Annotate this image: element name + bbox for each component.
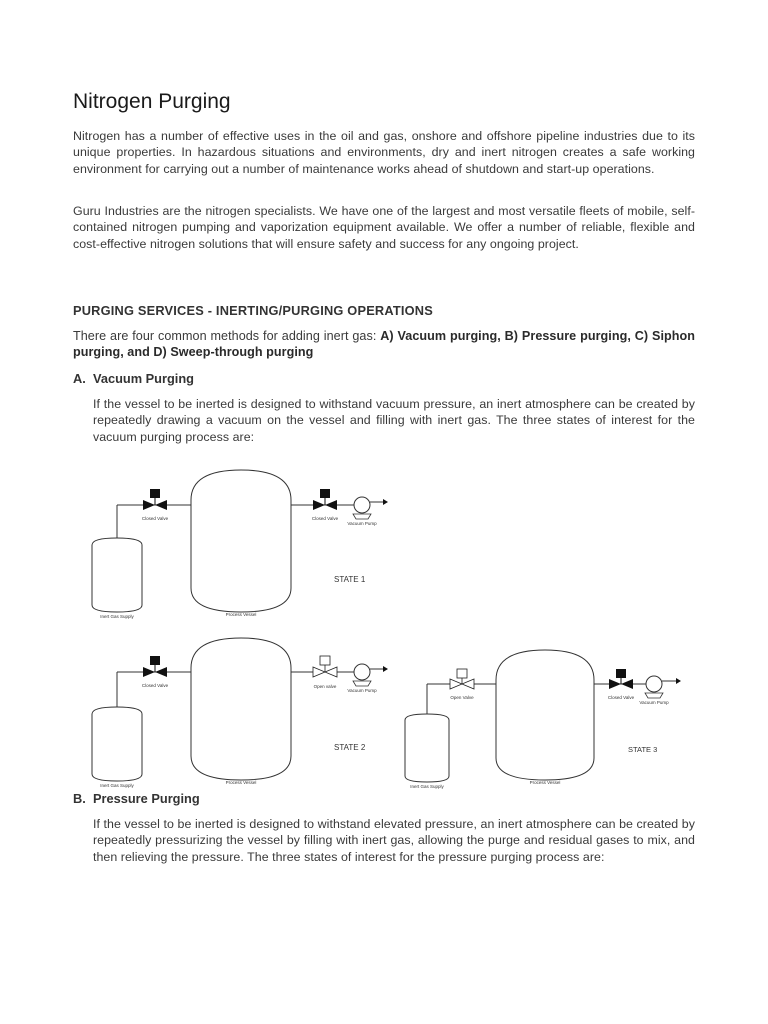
section-a-heading bbox=[73, 371, 373, 387]
section-a-title: Vacuum Purging bbox=[93, 371, 194, 386]
state3-valve-left-label: Open Valve bbox=[450, 695, 474, 700]
section-b-letter: B. bbox=[73, 791, 86, 806]
state1-valve-right-label: Closed Valve bbox=[311, 516, 339, 521]
state1-supply-label: Inert Gas Supply bbox=[100, 614, 134, 619]
methods-list: A) Vacuum purging, B) Pressure purging, C) Siphon purging, and D) Sweep-through purging bbox=[73, 329, 695, 360]
state2-valve-left-label: Closed Valve bbox=[141, 683, 169, 688]
state2-supply-label: Inert Gas Supply bbox=[100, 783, 134, 788]
intro-paragraph-2: Guru Industries are the nitrogen specialists. We have one of the largest and most versatile fleets of mobile, self-contained nitrogen pumping and vaporization equipment available. We offer a number of reliable, flexible and cost-effective nitrogen solutions that will ensure safety and success for any ongoing project. bbox=[73, 204, 695, 251]
process-vessel bbox=[496, 650, 594, 780]
state3-valve-right-label: Closed Valve bbox=[607, 695, 635, 700]
vacuum-pump-icon bbox=[353, 664, 388, 686]
state1-vessel-label: Process Vessel bbox=[225, 612, 257, 617]
methods-paragraph bbox=[73, 328, 695, 361]
vacuum-pump-icon bbox=[353, 497, 388, 519]
state1-pump-label: Vacuum Pump bbox=[347, 521, 377, 526]
state2-vessel-label: Process Vessel bbox=[225, 780, 257, 785]
section-a-letter: A. bbox=[73, 371, 86, 386]
closed-valve-icon bbox=[143, 489, 167, 510]
methods-intro: There are four common methods for adding inert gas: bbox=[73, 329, 381, 343]
state-3-diagram bbox=[405, 650, 681, 789]
services-heading: PURGING SERVICES - INERTING/PURGING OPERATIONS bbox=[73, 303, 433, 318]
state1-label: STATE 1 bbox=[334, 575, 366, 584]
process-vessel bbox=[191, 470, 291, 612]
vacuum-pump-icon bbox=[645, 676, 681, 698]
inert-gas-supply-tank bbox=[92, 707, 142, 781]
open-valve-icon bbox=[313, 656, 337, 677]
intro-paragraph-1: Nitrogen has a number of effective uses in the oil and gas, onshore and offshore pipeline industries due to its unique properties. In hazardous situations and environments, dry and inert nitrogen creates a safe working environment for carrying out a number of maintenance works ahead of shutdown and start-up operations. bbox=[73, 129, 695, 176]
vacuum-purging-diagram bbox=[0, 455, 768, 790]
section-b-title: Pressure Purging bbox=[93, 791, 200, 806]
state3-label: STATE 3 bbox=[628, 745, 658, 754]
state-2-diagram bbox=[92, 638, 388, 788]
section-b-text: If the vessel to be inerted is designed to withstand elevated pressure, an inert atmosphere can be created by repeatedly pressurizing the vessel by filling with inert gas, allowing the purge and residual gases to mix, and then relieving the pressure. The three states of interest for the pressure purging process are: bbox=[93, 817, 695, 864]
state2-label: STATE 2 bbox=[334, 743, 366, 752]
state1-valve-left-label: Closed Valve bbox=[141, 516, 169, 521]
state-1-diagram bbox=[92, 470, 388, 619]
inert-gas-supply-tank bbox=[405, 714, 449, 782]
state3-vessel-label: Process Vessel bbox=[529, 780, 561, 785]
state3-supply-label: Inert Gas Supply bbox=[410, 784, 444, 789]
inert-gas-supply-tank bbox=[92, 538, 142, 612]
state2-pump-label: Vacuum Pump bbox=[347, 688, 377, 693]
closed-valve-icon bbox=[313, 489, 337, 510]
section-a-text: If the vessel to be inerted is designed to withstand vacuum pressure, an inert atmosphere can be created by repeatedly drawing a vacuum on the vessel and filling with inert gas. The three states of interest for the vacuum purging process are: bbox=[93, 397, 695, 444]
closed-valve-icon bbox=[143, 656, 167, 677]
section-b-heading bbox=[73, 791, 373, 807]
state3-pump-label: Vacuum Pump bbox=[639, 700, 669, 705]
page-title: Nitrogen Purging bbox=[73, 90, 231, 113]
process-vessel bbox=[191, 638, 291, 780]
open-valve-icon bbox=[450, 669, 474, 689]
closed-valve-icon bbox=[609, 669, 633, 689]
state2-valve-right-label: Open valve bbox=[313, 684, 337, 689]
